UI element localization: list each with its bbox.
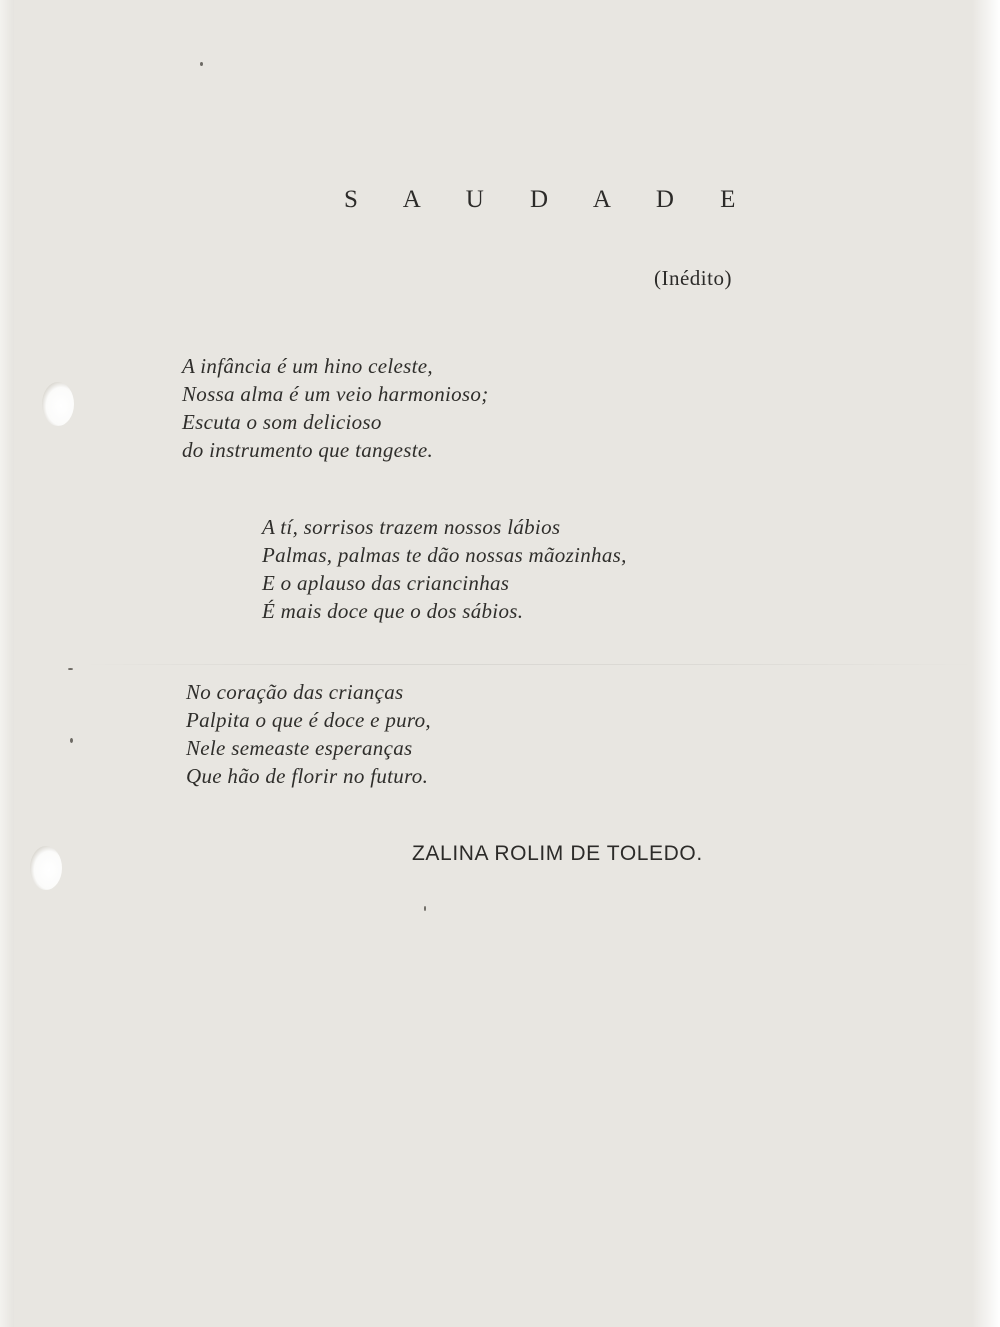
poem-title: S A U D A D E xyxy=(344,186,756,213)
stanza-3 xyxy=(186,678,431,790)
verse-line: do instrumento que tangeste. xyxy=(182,438,434,462)
verse-line: E o aplauso das criancinhas xyxy=(262,571,510,595)
verse-line: Nele semeaste esperanças xyxy=(186,736,413,760)
punch-hole-icon xyxy=(42,382,74,426)
author-signature: ZALINA ROLIM DE TOLEDO. xyxy=(412,842,703,865)
ink-speck xyxy=(68,668,73,670)
stanza-2 xyxy=(262,513,627,625)
verse-line: No coração das crianças xyxy=(186,680,404,704)
verse-line: É mais doce que o dos sábios. xyxy=(262,599,524,623)
ink-speck xyxy=(424,906,426,911)
verse-line: Que hão de florir no futuro. xyxy=(186,764,429,788)
paper-left-edge xyxy=(0,0,14,1327)
verse-line: Palpita o que é doce e puro, xyxy=(186,708,431,732)
publication-note: (Inédito) xyxy=(654,266,732,290)
paper-fold-line xyxy=(80,664,980,665)
verse-line: Palmas, palmas te dão nossas mãozinhas, xyxy=(262,543,627,567)
verse-line: A tí, sorrisos trazem nossos lábios xyxy=(262,515,561,539)
verse-line: Nossa alma é um veio harmonioso; xyxy=(182,382,489,406)
punch-hole-icon xyxy=(30,846,62,890)
verse-line: A infância é um hino celeste, xyxy=(182,354,433,378)
ink-speck xyxy=(70,738,73,743)
stanza-1 xyxy=(182,352,489,464)
ink-speck xyxy=(200,62,203,66)
verse-line: Escuta o som delicioso xyxy=(182,410,382,434)
